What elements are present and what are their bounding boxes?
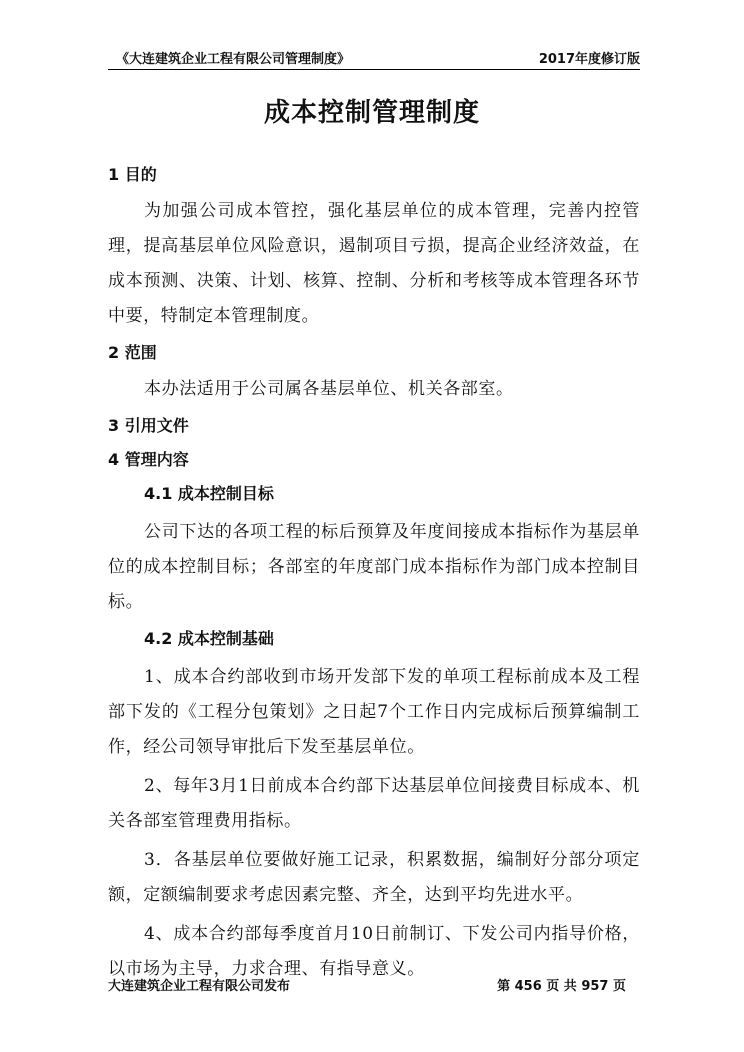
page-header [108,48,640,70]
section-4-2-paragraph-4: 4、成本合约部每季度首月10日前制订、下发公司内指导价格，以市场为主导，力求合理、有指导意义。 [108,924,640,979]
header-revision: 2017年度修订版 [538,52,640,67]
section-2-heading: 2 范围 [108,343,157,362]
section-4-2-paragraph-2: 2、每年3月1日前成本合约部下达基层单位间接费目标成本、机关各部室管理费用指标。 [108,776,640,831]
section-1-paragraph: 为加强公司成本管控，强化基层单位的成本管理，完善内控管理，提高基层单位风险意识，遏制项目亏损，提高企业经济效益，在成本预测、决策、计划、核算、控制、分析和考核等成本管理各环节中要，特制定本管理制度。 [108,201,640,326]
section-1-heading: 1 目的 [108,165,157,184]
section-4-2-paragraph-1: 1、成本合约部收到市场开发部下发的单项工程标前成本及工程部下发的《工程分包策划》之日起7个工作日内完成标后预算编制工作，经公司领导审批后下发至基层单位。 [108,667,640,757]
section-4-1-paragraph: 公司下达的各项工程的标后预算及年度间接成本指标作为基层单位的成本控制目标；各部室的年度部门成本指标作为部门成本控制目标。 [108,522,640,612]
section-4-1-heading: 4.1 成本控制目标 [144,484,274,503]
section-3-heading: 3 引用文件 [108,416,189,435]
page-footer [108,975,626,994]
section-4-2-heading: 4.2 成本控制基础 [144,629,274,648]
document-body [108,160,640,991]
section-2-paragraph: 本办法适用于公司属各基层单位、机关各部室。 [144,379,514,399]
footer-publisher: 大连建筑企业工程有限公司发布 [108,979,291,994]
document-title: 成本控制管理制度 [263,98,480,128]
header-document-name: 《大连建筑企业工程有限公司管理制度》 [116,52,351,67]
section-4-heading: 4 管理内容 [108,450,189,469]
footer-page-number: 第 456 页 共 957 页 [497,979,626,994]
section-4-2-paragraph-3: 3．各基层单位要做好施工记录，积累数据，编制好分部分项定额，定额编制要求考虑因素完整、齐全，达到平均先进水平。 [108,850,640,905]
